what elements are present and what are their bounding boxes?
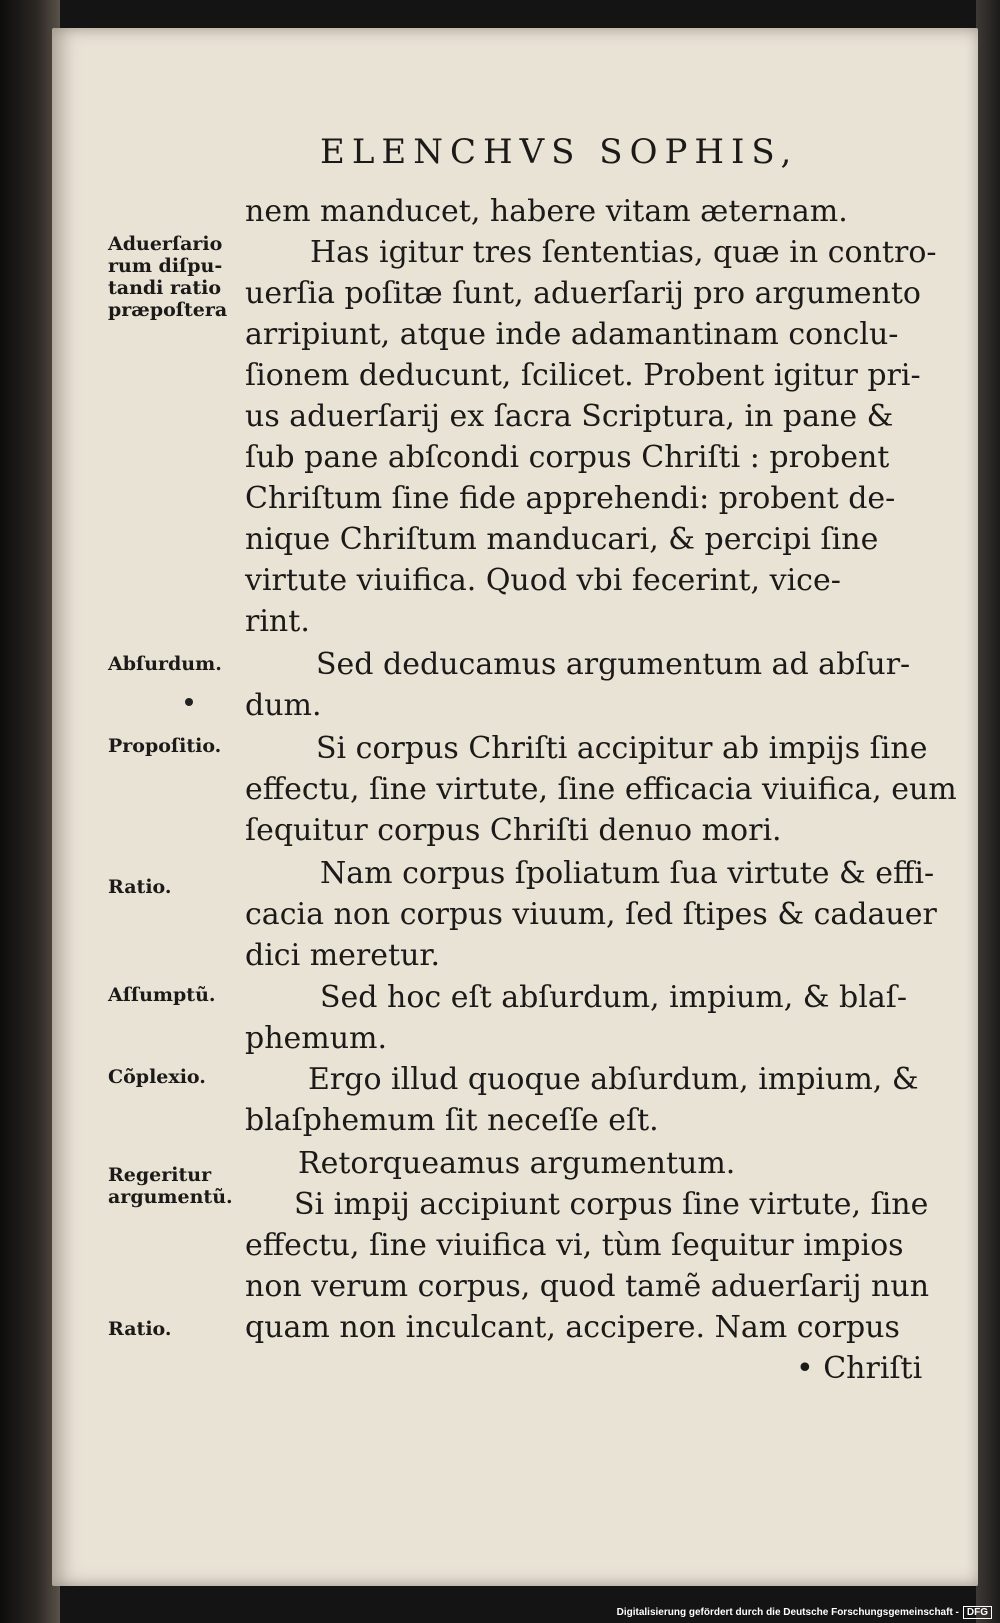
text-line: phemum.	[245, 1021, 388, 1056]
margin-note: Regeritur argumentũ.	[108, 1164, 233, 1208]
margin-note: Aduerſario rum diſpu- tandi ratio præpoſtera	[108, 233, 228, 321]
running-head: ELENCHVS SOPHIS,	[320, 132, 799, 172]
margin-bullet	[185, 698, 193, 706]
page-edge	[976, 0, 1000, 1623]
text-line: blaſphemum ſit neceſſe eſt.	[245, 1103, 659, 1138]
text-line: ſequitur corpus Chriſti denuo mori.	[245, 813, 782, 848]
text-line: us aduerſarij ex ſacra Scriptura, in pane &	[245, 399, 894, 434]
text-line: quam non inculcant, accipere. Nam corpus	[245, 1310, 900, 1345]
text-line: Nam corpus ſpoliatum ſua virtute & effi-	[320, 856, 935, 891]
text-line: uerſia poſitæ ſunt, aduerſarij pro argumento	[245, 276, 921, 311]
digitization-footer	[617, 1606, 992, 1619]
text-line: rint.	[245, 604, 310, 639]
text-line: effectu, ſine virtute, ſine efficacia viuifica, eum	[245, 772, 957, 807]
text-line: cacia non corpus viuum, ſed ſtipes & cadauer	[245, 897, 937, 932]
text-line: virtute viuifica. Quod vbi fecerint, vice-	[245, 563, 841, 598]
margin-note: Propoſitio.	[108, 735, 222, 757]
margin-note: Aſſumptũ.	[108, 984, 216, 1006]
text-line: Retorqueamus argumentum.	[298, 1146, 736, 1181]
text-line: non verum corpus, quod tamẽ aduerſarij nun	[245, 1269, 930, 1304]
text-line: Sed hoc eſt abſurdum, impium, & blaſ-	[320, 980, 907, 1015]
margin-note: Ratio.	[108, 1318, 172, 1340]
dfg-logo: DFG	[963, 1606, 992, 1619]
margin-note: Cõplexio.	[108, 1066, 206, 1088]
text-line: nem manducet, habere vitam æternam.	[245, 194, 848, 229]
text-line: dum.	[245, 688, 322, 723]
text-line: Si corpus Chriſti accipitur ab impijs ſine	[316, 731, 928, 766]
text-line: arripiunt, atque inde adamantinam conclu-	[245, 317, 899, 352]
book-spine	[0, 0, 60, 1623]
text-line: nique Chriſtum manducari, & percipi ſine	[245, 522, 879, 557]
text-line: Has igitur tres ſententias, quæ in contro-	[310, 235, 937, 270]
text-line: ſub pane abſcondi corpus Chriſti : probent	[245, 440, 890, 475]
text-line: Ergo illud quoque abſurdum, impium, &	[308, 1062, 919, 1097]
text-line: Chriſtum ſine fide apprehendi: probent de-	[245, 481, 896, 516]
text-line: ſionem deducunt, ſcilicet. Probent igitur pri-	[245, 358, 921, 393]
footer-text: Digitalisierung gefördert durch die Deutsche Forschungsgemeinschaft -	[616, 1607, 959, 1618]
text-line: dici meretur.	[245, 938, 440, 973]
margin-note: Ratio.	[108, 876, 172, 898]
text-line: Sed deducamus argumentum ad abſur-	[316, 647, 911, 682]
text-line: Si impij accipiunt corpus ſine virtute, ſine	[294, 1187, 929, 1222]
margin-note: Abſurdum.	[108, 653, 222, 675]
text-line: effectu, ſine viuifica vi, tùm ſequitur impios	[245, 1228, 904, 1263]
catchword: • Chriſti	[796, 1351, 923, 1386]
